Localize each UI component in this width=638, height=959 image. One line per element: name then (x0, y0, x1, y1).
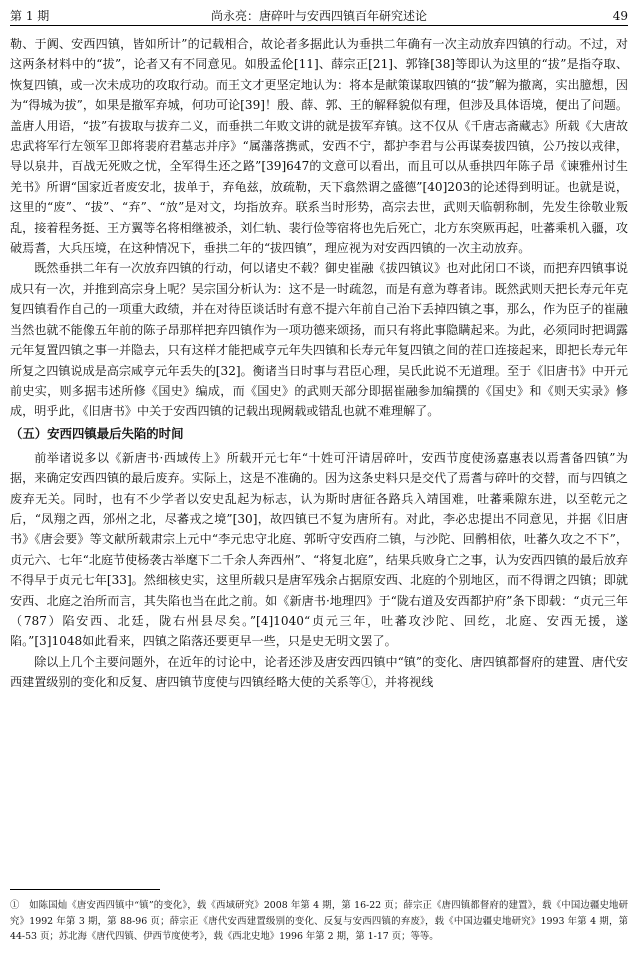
footnote (10, 898, 628, 945)
section-heading: （五）安西四镇最后失陷的时间 (10, 425, 184, 441)
page-header (10, 4, 628, 24)
running-title: 尚永亮：唐碎叶与安西四镇百年研究述论 (210, 9, 427, 23)
footnote-text: ① 如陈国灿《唐安西四镇中“镇”的变化》，载《西域研究》2008 年第 4 期，第 16-22 页；薛宗正《唐四镇都督府的建置》，载《中国边疆史地研究》1992 年第 3 期，第 88-96 页；薛宗正《唐代安西建置级别的变化、反复与安西四镇的弃废》，载《中国边疆史地研究》1993 年第 4 期，第 44-53 页；苏北海《唐代四镇、伊西节度使考》，载《西北史地》1996 年第 2 期，第 1-17 页；等等。 (10, 900, 628, 942)
issue-number: 第 1 期 (10, 9, 50, 23)
body-paragraph-3: 前举诸说多以《新唐书·西域传上》所载开元七年“十姓可汗请居碎叶，安西节度使汤嘉惠表以焉耆备四镇”为据，来确定安西四镇的最后废弃。实际上，这是不准确的。因为这条史料只是交代了焉耆与碎叶的交替，而与四镇之废弃无关。同时，也有不少学者以安史乱起为标志，认为斯时唐征各路兵入靖国难，吐蕃乘隙东进，以至乾元之后，“凤翔之西，邠州之北，尽蕃戎之境”[30]，故四镇已不复为唐所有。对此，李必忠提出不同意见，并据《旧唐书》《唐会要》等文献所载肃宗上元中“李元忠守北庭、郭昕守安西府二镇，与沙陀、回鹘相依，吐蕃久攻之不下”，贞元六、七年“北庭节使杨袭古举麾下二千余人奔西州”、“将复北庭”，结果兵败身亡之事，认为安西四镇的最后放弃不得早于贞元七年[33]。然细核史实，这里所载只是唐军残余占据原安西、北庭的个别地区，而不得谓之四镇；即就安西、北庭之治所而言，其失陷也当在此之前。如《新唐书·地理四》于“陇右道及安西都护府”条下即载：“贞元三年（787）陷安西、北廷，陇右州县尽矣。”[4]1040“贞元三年，吐蕃攻沙陀、回纥，北庭、安西无援，遂陷。”[3]1048如此看来，四镇之陷落还要更早一些，只是史无明文罢了。 (10, 450, 628, 649)
body-paragraph-1: 勒、于阗、安西四镇，皆如所计”的记载相合，故论者多据此认为垂拱二年确有一次主动放弃四镇的行动。不过，对这两条材料中的“拔”，论者又有不同意见。如殷孟伦[11]、薛宗正[21]、郭锋[38]等即认为这里的“拔”是指夺取、恢复四镇，或一次未成功的攻取行动。而王文才更坚定地认为：将本是献策谋取四镇的“拔”解为撤离，实出臆想，因为“得城为拔”，如果是撤军弃城，何功可论[39]！殷、薛、郭、王的解释貌似有理，但涉及具体语境，便出了问题。盖唐人用语，“拔”有拔取与拔弃二义，而垂拱二年败文讲的就是拔军弃镇。这不仅从《千唐志斋藏志》所载《大唐故忠武将军行左领军卫郎将裴府君墓志并序》“属藩落携贰，安西不宁，都护李君与公再谋奏拔四镇，公乃按以戎律，导以泉井，百战无死败之忧，全军得生还之路”[39]647的文意可以看出，而且可以从垂拱四年陈子昂《谏雅州讨生羌书》所谓“国家近者废安北，拔单于，弃龟兹，放疏勒，天下翕然谓之盛德”[40]203的论述得到明证。也就是说，这里的“废”、“拔”、“弃”、“放”是对文，均指放弃。联系当时形势，高宗去世，武则天临朝称制，先发生徐敬业叛乱，接着程务挺、王方翼等名将相继被杀，刘仁轨、裴行俭等宿将也先后死亡，北方东突厥再起，吐蕃乘机入疆，攻破焉耆，大兵压境，在这种情况下，垂拱二年的“拔四镇”，理应视为对安西四镇的一次主动放弃。 (10, 37, 628, 256)
footnote-rule (10, 889, 160, 890)
body-paragraph-2: 既然垂拱二年有一次放弃四镇的行动，何以诸史不载？御史崔融《拔四镇议》也对此闭口不谈，而把弃四镇事说成只有一次，并推到高宗身上呢？吴宗国分析认为：这不是一时疏忽，而是有意为尊者讳。既然武则天把长寿元年克复四镇看作自己的一项重大政绩，并在对待臣谈话时有意不提六年前自己治下丢掉四镇之事，那么，作为臣子的崔融当然也就不能像五年前的陈子昂那样把弃四镇作为一项功德来颂扬，而只有将此事隐瞒起来。为此，必须同时把调露元年复置四镇之事一并隐去，只有这样才能把咸亨元年失四镇和长寿元年复四镇之间的茬口连接起来，即把长寿元年所复之四镇说成是高宗咸亨元年丢失的[32]。衡诸当日时事与君臣心理，吴氏此说不无道理。至于《旧唐书》中开元前史实，则多据韦述所修《国史》编成，而《国史》的武则天部分即据崔融参加编撰的《国史》和《则天实录》修成，明乎此，《旧唐书》中关于安西四镇的记载出现阙载或错乱也就不难理解了。 (10, 261, 628, 419)
article-body (10, 34, 628, 693)
body-paragraph-4: 除以上几个主要问题外，在近年的讨论中，论者还涉及唐安西四镇中“镇”的变化、唐四镇都督府的建置、唐代安西建置级别的变化和反复、唐四镇节度使与四镇经略大使的关系等①，并将视线 (10, 654, 628, 690)
page-number: 49 (612, 9, 628, 23)
header-rule (10, 25, 628, 26)
